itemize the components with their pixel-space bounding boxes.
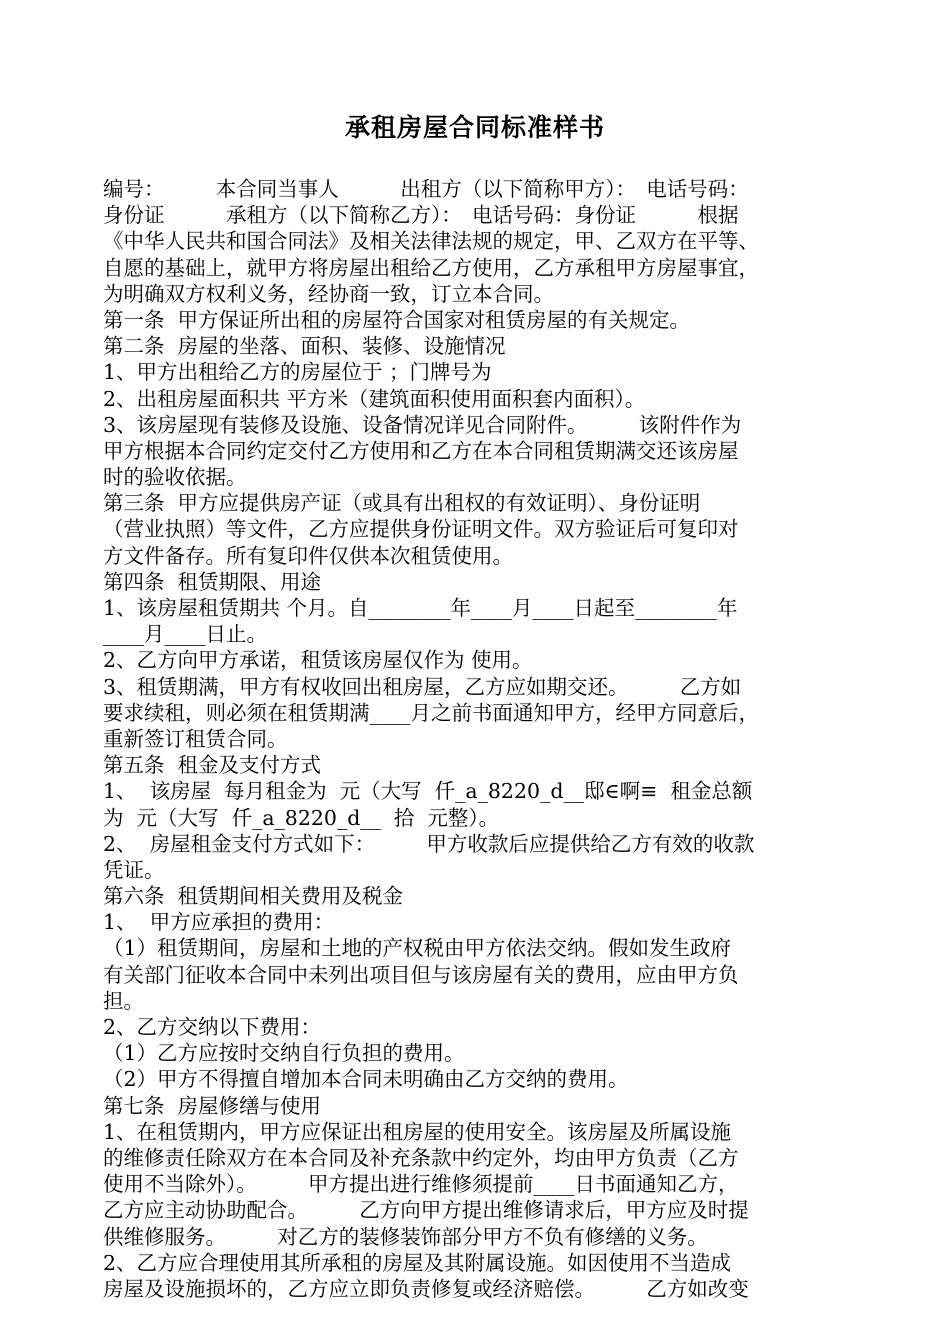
text-line: 供维修服务。 对乙方的装修装饰部分甲方不负有修缮的义务。 bbox=[103, 1224, 708, 1249]
text-line: 乙方应主动协助配合。 乙方向甲方提出维修请求后，甲方应及时提 bbox=[103, 1198, 749, 1223]
text-line: 使用不当除外）。 甲方提出进行维修须提前____日书面通知乙方， bbox=[103, 1172, 739, 1197]
text-line: 房屋及设施损坏的，乙方应立即负责修复或经济赔偿。 乙方如改变 bbox=[103, 1276, 749, 1301]
document-body bbox=[103, 176, 850, 1302]
text-line: 时的验收依据。 bbox=[103, 465, 247, 490]
text-line: 2、乙方交纳以下费用： bbox=[103, 1015, 322, 1039]
text-line: 第四条 租赁期限、用途 bbox=[103, 569, 322, 594]
text-line: 2、 房屋租金支付方式如下： 甲方收款后应提供给乙方有效的收款 bbox=[103, 831, 755, 856]
text-line: 为明确双方权利义务，经协商一致，订立本合同。 bbox=[103, 281, 554, 306]
text-line: 第二条 房屋的坐落、面积、装修、设施情况 bbox=[103, 334, 506, 359]
text-line: 方文件备存。所有复印件仅供本次租赁使用。 bbox=[103, 543, 513, 568]
text-line: 1、 该房屋 每月租金为 元（大写 仟_a_8220_d__邸∈啊≡ 租金总额 bbox=[103, 779, 753, 804]
text-line: （1）乙方应按时交纳自行负担的费用。 bbox=[103, 1041, 465, 1066]
document-title: 承租房屋合同标准样书 bbox=[344, 113, 605, 142]
text-line: 担。 bbox=[103, 988, 144, 1013]
text-line: 1、该房屋租赁期共 个月。自________年____月____日起至________年 bbox=[103, 596, 738, 620]
text-line: 第六条 租赁期间相关费用及税金 bbox=[103, 884, 404, 909]
text-line: 要求续租，则必须在租赁期满____月之前书面通知甲方，经甲方同意后， bbox=[103, 700, 759, 725]
text-line: （1）租赁期间，房屋和土地的产权税由甲方依法交纳。假如发生政府 bbox=[103, 936, 732, 961]
text-line: 2、乙方向甲方承诺，租赁该房屋仅作为 使用。 bbox=[103, 648, 533, 673]
text-line: 有关部门征收本合同中未列出项目但与该房屋有关的费用，应由甲方负 bbox=[103, 962, 739, 987]
text-line: 第三条 甲方应提供房产证（或具有出租权的有效证明）、身份证明 bbox=[103, 491, 701, 516]
text-line: 1、甲方出租给乙方的房屋位于 ；门牌号为 bbox=[103, 360, 492, 385]
text-line: 2、出租房屋面积共 平方米（建筑面积使用面积套内面积）。 bbox=[103, 386, 646, 411]
text-line: ____月____日止。 bbox=[103, 622, 267, 647]
text-line: 的维修责任除双方在本合同及补充条款中约定外，均由甲方负责（乙方 bbox=[103, 1145, 739, 1170]
text-line: 3、租赁期满，甲方有权收回出租房屋，乙方应如期交还。 乙方如 bbox=[103, 674, 742, 699]
text-line: （2）甲方不得擅自增加本合同未明确由乙方交纳的费用。 bbox=[103, 1067, 629, 1092]
text-line: 《中华人民共和国合同法》及相关法律法规的规定，甲、乙双方在平等、 bbox=[103, 229, 759, 254]
text-line: 第一条 甲方保证所出租的房屋符合国家对租赁房屋的有关规定。 bbox=[103, 307, 691, 332]
text-line: 身份证 承租方（以下简称乙方）： 电话号码：身份证 根据 bbox=[103, 203, 739, 228]
text-line: 3、该房屋现有装修及设施、设备情况详见合同附件。 该附件作为 bbox=[103, 412, 742, 437]
text-line: 1、 甲方应承担的费用： bbox=[103, 910, 335, 935]
text-line: 自愿的基础上，就甲方将房屋出租给乙方使用，乙方承租甲方房屋事宜， bbox=[103, 255, 759, 280]
text-line: 为 元（大写 仟_a_8220_d__ 拾 元整）。 bbox=[103, 805, 500, 830]
text-line: 甲方根据本合同约定交付乙方使用和乙方在本合同租赁期满交还该房屋 bbox=[103, 438, 739, 463]
text-line: 凭证。 bbox=[103, 857, 165, 882]
text-line: 重新签订租赁合同。 bbox=[103, 726, 288, 751]
text-line: 2、乙方应合理使用其所承租的房屋及其附属设施。如因使用不当造成 bbox=[103, 1250, 732, 1275]
text-line: 编号： 本合同当事人 出租方（以下简称甲方）： 电话号码： bbox=[103, 177, 749, 201]
text-line: （营业执照）等文件，乙方应提供身份证明文件。双方验证后可复印对 bbox=[103, 517, 739, 542]
text-line: 1、在租赁期内，甲方应保证出租房屋的使用安全。该房屋及所属设施 bbox=[103, 1119, 732, 1144]
text-line: 第五条 租金及支付方式 bbox=[103, 753, 322, 778]
text-line: 第七条 房屋修缮与使用 bbox=[103, 1093, 322, 1118]
